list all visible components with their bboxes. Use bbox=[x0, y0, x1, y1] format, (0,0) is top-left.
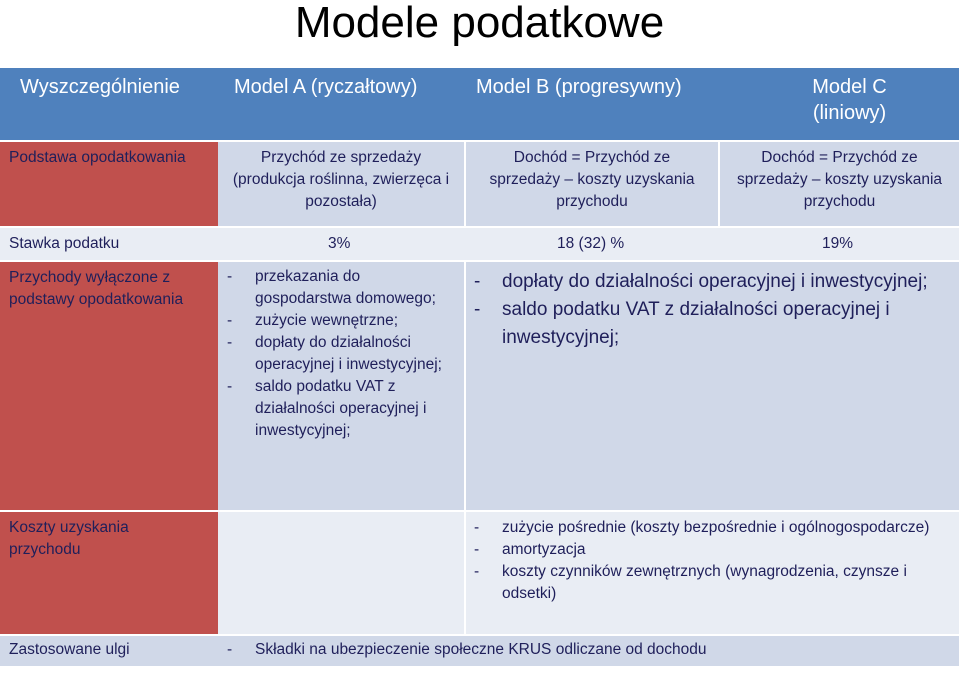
list-item: - koszty czynników zewnętrznych (wynagrodzenia, czynsze i odsetki) bbox=[474, 561, 951, 605]
row-label-wylaczone bbox=[0, 262, 218, 510]
header-model-b bbox=[464, 68, 720, 140]
cell-koszty-bc bbox=[466, 512, 959, 634]
cell-wylaczone-a bbox=[218, 262, 464, 510]
list-item: - saldo podatku VAT z działalności operacyjnej i inwestycyjnej; bbox=[474, 296, 945, 352]
list-item: - dopłaty do działalności operacyjnej i inwestycyjnej; bbox=[474, 268, 945, 296]
list-item: - przekazania do gospodarstwa domowego; bbox=[227, 266, 450, 310]
wylaczone-a-list bbox=[227, 266, 450, 442]
row-ulgi bbox=[0, 636, 959, 666]
row-label-podstawa bbox=[0, 142, 218, 226]
koszty-bc-list bbox=[474, 517, 951, 605]
list-item: - zużycie wewnętrzne; bbox=[227, 310, 450, 332]
header-model-a bbox=[218, 68, 464, 140]
wylaczone-bc-list bbox=[474, 268, 945, 352]
list-item: - dopłaty do działalności operacyjnej i inwestycyjnej; bbox=[227, 332, 450, 376]
cell-stawka-b: 18 (32) % bbox=[557, 235, 625, 252]
cell-podstawa-a bbox=[218, 142, 464, 226]
header-label: Model B (progresywny) bbox=[476, 76, 682, 98]
cell-text: Przychód ze sprzedaży (produkcja roślinna, zwierzęca i pozostała) bbox=[232, 149, 450, 210]
row-label: Przychody wyłączone z podstawy opodatkowania bbox=[9, 269, 184, 308]
cell-wylaczone-bc bbox=[466, 262, 959, 510]
cell-ulgi-text: Składki na ubezpieczenie społeczne KRUS odliczane od dochodu bbox=[255, 641, 707, 658]
row-label-koszty bbox=[0, 512, 218, 634]
list-item: - amortyzacja bbox=[474, 539, 951, 561]
header-label: Wyszczególnienie bbox=[20, 76, 180, 98]
cell-stawka-c: 19% bbox=[822, 235, 854, 252]
cell-stawka-a: 3% bbox=[328, 235, 351, 252]
row-label: Stawka podatku bbox=[9, 235, 120, 252]
row-label: Zastosowane ulgi bbox=[9, 641, 130, 658]
list-item: - zużycie pośrednie (koszty bezpośrednie i ogólnogospodarcze) bbox=[474, 517, 951, 539]
cell-text: Dochód = Przychód ze sprzedaży – koszty uzyskania przychodu bbox=[736, 149, 943, 210]
row-label: Koszty uzyskania przychodu bbox=[9, 519, 129, 558]
row-stawka bbox=[0, 228, 959, 260]
header-label: Model C bbox=[812, 76, 887, 98]
page-title: Modele podatkowe bbox=[294, 0, 665, 47]
header-label: (liniowy) bbox=[812, 102, 887, 124]
list-item: - saldo podatku VAT z działalności operacyjnej i inwestycyjnej; bbox=[227, 376, 450, 442]
row-label: Podstawa opodatkowania bbox=[9, 149, 186, 166]
header-wyszczegolnienie bbox=[0, 68, 218, 140]
header-model-c bbox=[720, 68, 959, 140]
dash-glyph: - bbox=[227, 641, 233, 658]
cell-podstawa-c bbox=[720, 142, 959, 226]
header-label: Model A (ryczałtowy) bbox=[234, 76, 418, 98]
cell-text: Dochód = Przychód ze sprzedaży – koszty uzyskania przychodu bbox=[489, 149, 695, 210]
cell-podstawa-b bbox=[466, 142, 718, 226]
cell-koszty-a bbox=[218, 512, 464, 634]
